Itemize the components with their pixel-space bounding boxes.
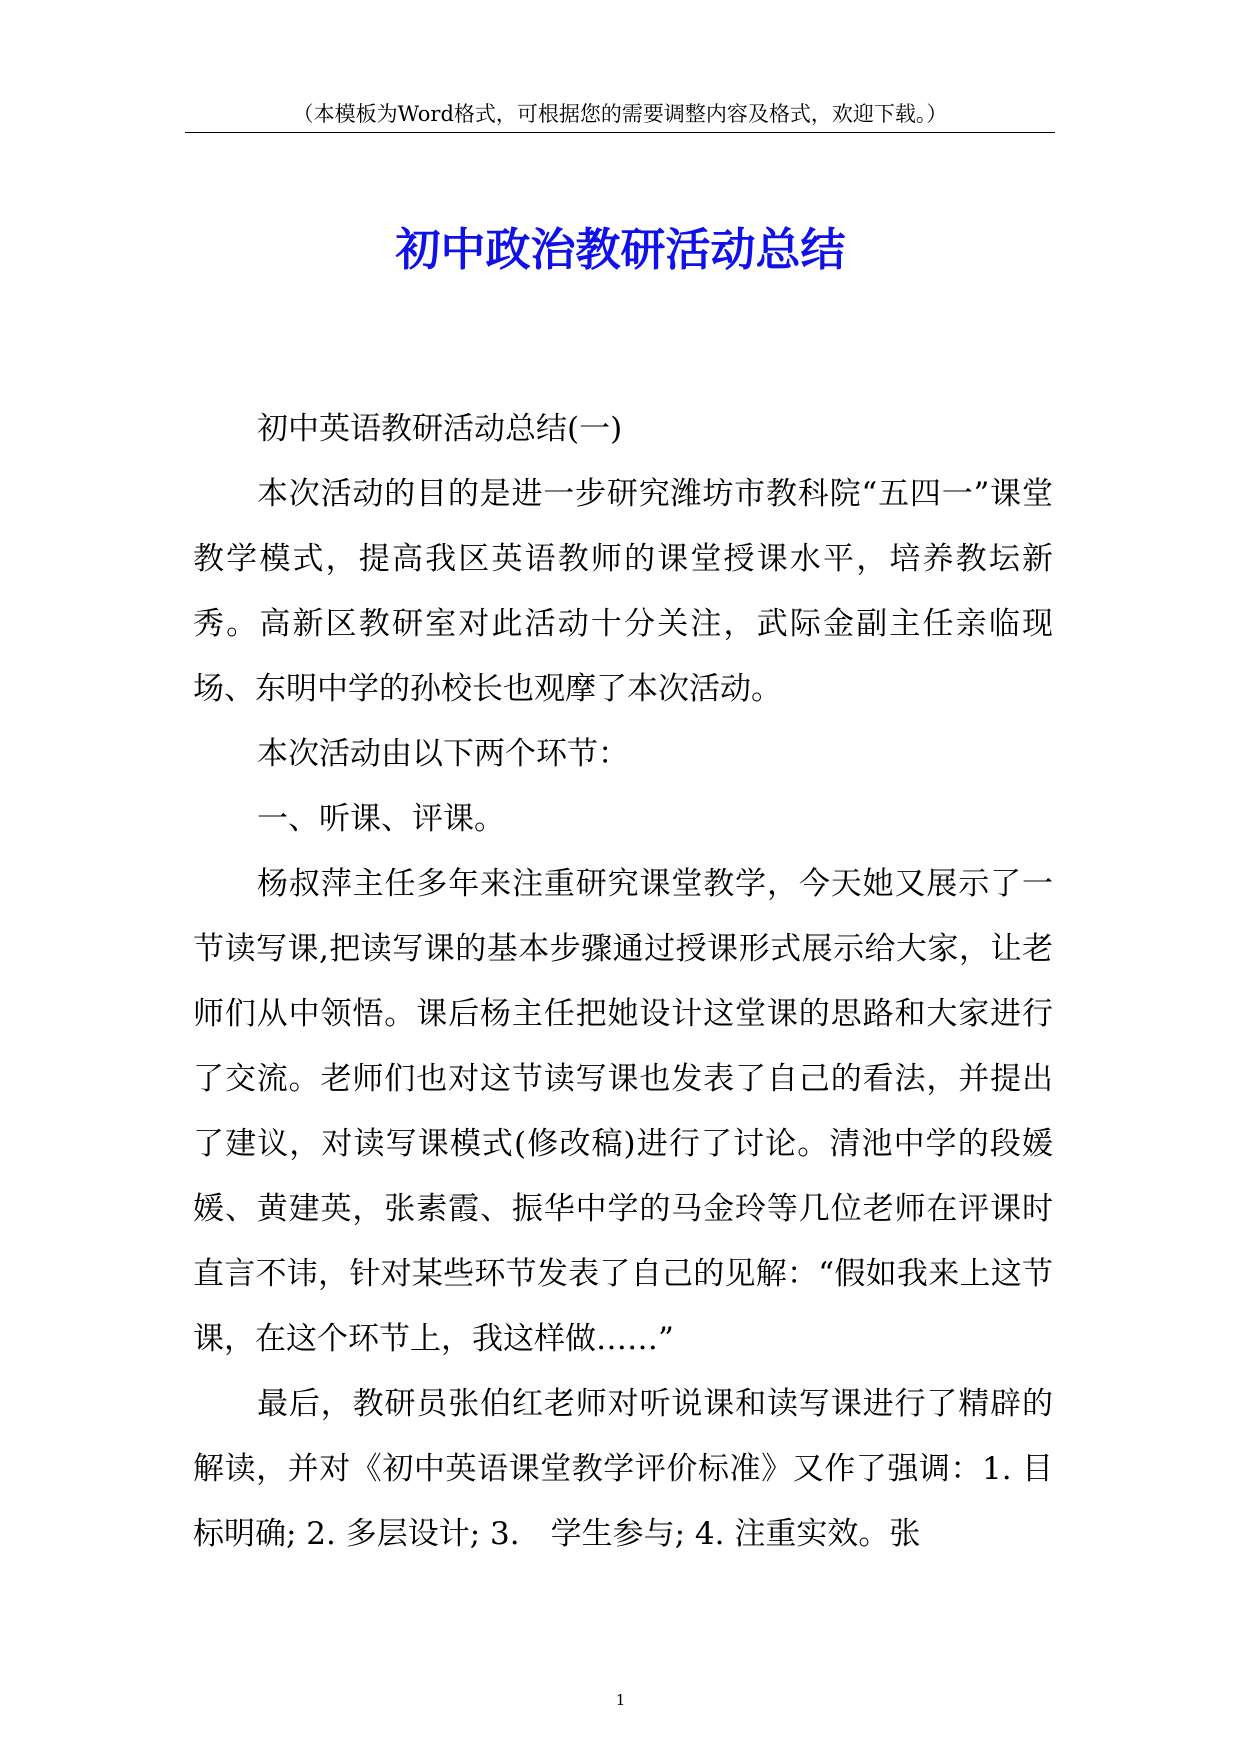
paragraph-step-one: 一、听课、评课。	[257, 801, 505, 837]
paragraph-purpose: 本次活动的目的是进一步研究潍坊市教科院“五四一”课堂教学模式，提高我区英语教师的课堂授课水平，培养教坛新秀。高新区教研室对此活动十分关注，武际金副主任亲临现场、东明中学的孙校长也观摩了本次活动。	[193, 476, 1053, 707]
header-divider	[185, 132, 1055, 133]
section-heading: 初中英语教研活动总结(一)	[257, 411, 623, 447]
document-title: 初中政治教研活动总结	[395, 223, 846, 276]
paragraph-steps-intro: 本次活动由以下两个环节：	[257, 736, 629, 772]
header-note: （本模板为Word格式，可根据您的需要调整内容及格式，欢迎下载。）	[292, 102, 948, 126]
page-number: 1	[615, 1691, 626, 1709]
paragraph-lesson-review: 杨叔萍主任多年来注重研究课堂教学，今天她又展示了一节读写课,把读写课的基本步骤通过授课形式展示给大家，让老师们从中领悟。课后杨主任把她设计这堂课的思路和大家进行了交流。老师们也对这节读写课也发表了自己的看法，并提出了建议，对读写课模式(修改稿)进行了讨论。清池中学的段媛媛、黄建英，张素霞、振华中学的马金玲等几位老师在评课时直言不讳，针对某些环节发表了自己的见解：“假如我来上这节课，在这个环节上，我这样做……”	[193, 866, 1053, 1357]
paragraph-conclusion: 最后，教研员张伯红老师对听说课和读写课进行了精辟的解读，并对《初中英语课堂教学评价标准》又作了强调：1. 目标明确; 2. 多层设计; 3. 学生参与; 4. 注重实效。张	[193, 1386, 1053, 1552]
document-body	[193, 397, 1053, 1567]
